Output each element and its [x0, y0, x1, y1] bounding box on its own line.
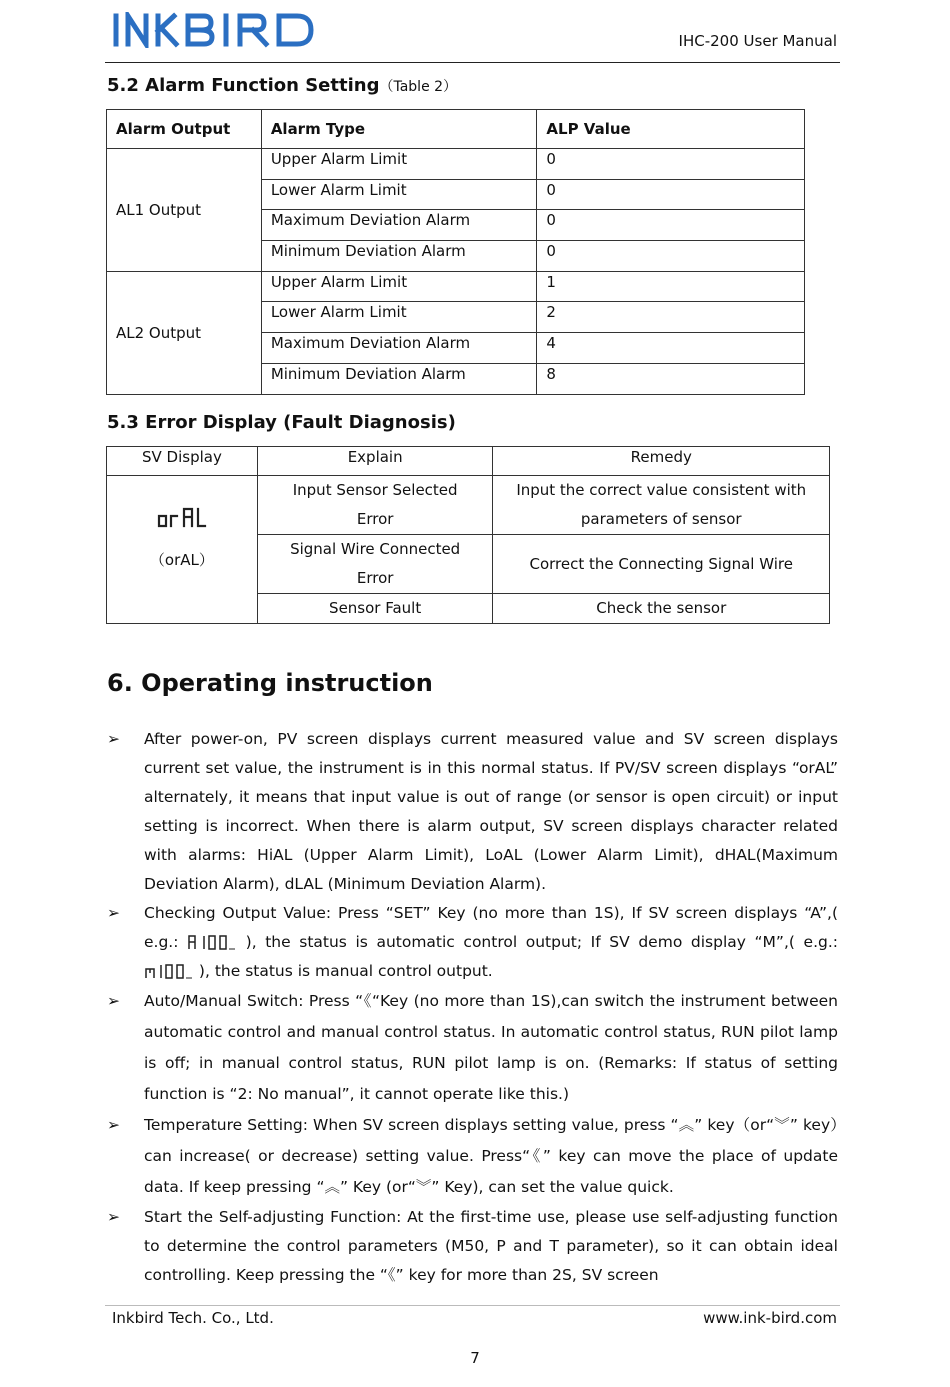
error-display-table	[106, 446, 830, 624]
explain-cell: Sensor Fault	[257, 594, 493, 624]
remedy-cell: Correct the Connecting Signal Wire	[493, 535, 830, 594]
list-item-text: Auto/Manual Switch: Press “《“Key (no more than 1S),can switch the instrument between automatic control and manual control status. In automatic control status, RUN pilot lamp is off; in manual control status, RUN pilot lamp is on. (Remarks: If status of setting function is “2: No manual”, it cannot operate like this.)	[144, 992, 838, 1103]
alp-value-cell: 2	[537, 302, 805, 333]
header-alp-value: ALP Value	[537, 110, 805, 149]
table-row	[107, 476, 830, 535]
header-sv-display: SV Display	[107, 447, 258, 476]
list-item	[107, 1110, 838, 1203]
alarm-type-cell: Upper Alarm Limit	[261, 149, 537, 180]
alarm-output-cell: AL1 Output	[107, 149, 262, 272]
table-header-row	[107, 447, 830, 476]
alp-value-cell: 1	[537, 271, 805, 302]
segment-display-m100	[144, 964, 194, 979]
explain-line: Signal Wire Connected	[290, 540, 461, 558]
alp-value-cell: 0	[537, 210, 805, 241]
document-title: IHC-200 User Manual	[678, 32, 837, 50]
arrow-bullet-icon: ➢	[107, 1116, 120, 1134]
alarm-type-cell: Minimum Deviation Alarm	[261, 241, 537, 272]
alarm-output-cell: AL2 Output	[107, 271, 262, 394]
footer-rule	[105, 1305, 840, 1306]
table-header-row	[107, 110, 805, 149]
explain-line: Input Sensor Selected	[292, 481, 458, 499]
arrow-bullet-icon: ➢	[107, 730, 120, 748]
section-5-3-title: 5.3 Error Display (Fault Diagnosis)	[107, 412, 456, 433]
alp-value-cell: 0	[537, 179, 805, 210]
explain-cell	[257, 476, 493, 535]
explain-line: Error	[356, 569, 394, 587]
list-item-text: Checking Output Value: Press “SET” Key (no more than 1S), If SV screen displays “A”,( e.g.:	[144, 904, 838, 951]
alarm-type-cell: Maximum Deviation Alarm	[261, 210, 537, 241]
table-row	[107, 149, 805, 180]
list-item-text: ), the status is manual control output.	[194, 962, 493, 980]
list-item	[107, 899, 838, 986]
segment-display-a100	[187, 935, 237, 950]
explain-cell	[257, 535, 493, 594]
section-5-2-title-suffix: （Table 2）	[379, 79, 458, 95]
page-number: 7	[470, 1349, 480, 1367]
section-5-2-title-text: 5.2 Alarm Function Setting	[107, 75, 380, 96]
section-6-title: 6. Operating instruction	[107, 669, 433, 697]
table-row	[107, 271, 805, 302]
header-remedy: Remedy	[493, 447, 830, 476]
segment-display-oral	[156, 506, 208, 530]
remedy-cell: Check the sensor	[493, 594, 830, 624]
arrow-bullet-icon: ➢	[107, 1208, 120, 1226]
arrow-bullet-icon: ➢	[107, 904, 120, 922]
instruction-list	[107, 725, 838, 1290]
list-item	[107, 725, 838, 899]
sv-display-label: （orAL）	[149, 551, 214, 569]
remedy-line: Input the correct value consistent with	[516, 481, 807, 499]
inkbird-logo	[112, 12, 318, 48]
alarm-type-cell: Lower Alarm Limit	[261, 179, 537, 210]
list-item-text: ), the status is automatic control output; If SV demo display “M”,( e.g.:	[237, 933, 838, 951]
section-5-2-title	[107, 75, 457, 96]
remedy-cell	[493, 476, 830, 535]
list-item-text: After power-on, PV screen displays current measured value and SV screen displays current set value, the instrument is in this normal status. If PV/SV screen displays “orAL” alternately, it means that input value is out of range (or sensor is open circuit) or input setting is incorrect. When there is alarm output, SV screen displays character related with alarms: HiAL (Upper Alarm Limit), LoAL (Lower Alarm Limit), dHAL(Maximum Deviation Alarm), dLAL (Minimum Deviation Alarm).	[144, 730, 838, 893]
sv-display-cell	[107, 476, 258, 624]
alarm-type-cell: Upper Alarm Limit	[261, 271, 537, 302]
alp-value-cell: 4	[537, 333, 805, 364]
alarm-type-cell: Minimum Deviation Alarm	[261, 363, 537, 394]
remedy-line: parameters of sensor	[580, 510, 742, 528]
explain-line: Error	[356, 510, 394, 528]
alarm-type-cell: Maximum Deviation Alarm	[261, 333, 537, 364]
footer-company: Inkbird Tech. Co., Ltd.	[112, 1309, 274, 1327]
alp-value-cell: 8	[537, 363, 805, 394]
alarm-function-table	[106, 109, 805, 395]
footer-website: www.ink-bird.com	[703, 1309, 837, 1327]
list-item-text: Start the Self-adjusting Function: At the first-time use, please use self-adjusting function to determine the control parameters (M50, P and T parameter), so it can obtain ideal controlling. Keep pressing the “《” key for more than 2S, SV screen	[144, 1208, 838, 1284]
header-alarm-type: Alarm Type	[261, 110, 537, 149]
header-rule	[105, 62, 840, 63]
list-item-text: Temperature Setting: When SV screen displays setting value, press “︽” key（or“︾” key）can increase( or decrease) setting value. Press“《” key can move the place of update data. If keep pressing “︽” Key (or“︾” Key), can set the value quick.	[144, 1116, 838, 1196]
list-item	[107, 986, 838, 1110]
alarm-type-cell: Lower Alarm Limit	[261, 302, 537, 333]
alp-value-cell: 0	[537, 241, 805, 272]
arrow-bullet-icon: ➢	[107, 992, 120, 1010]
list-item	[107, 1203, 838, 1290]
header-explain: Explain	[257, 447, 493, 476]
header-alarm-output: Alarm Output	[107, 110, 262, 149]
alp-value-cell: 0	[537, 149, 805, 180]
